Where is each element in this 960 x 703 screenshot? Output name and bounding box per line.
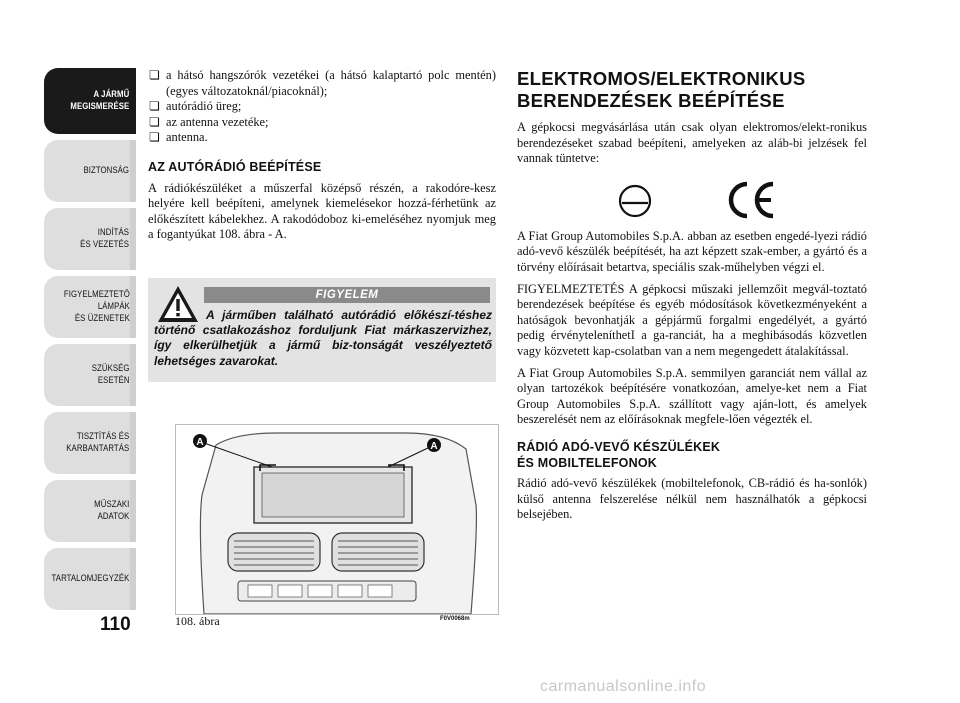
dashboard-button (248, 585, 272, 597)
paragraph: Rádió adó-vevő készülékek (mobiltelefonok, CB-rádió és ha-sonlók) külső antenna felszerelése nélkül nem használhatók a gépkocsi belsejében. (517, 476, 867, 522)
list-item: ❏ antenna. (148, 130, 496, 146)
paragraph: A gépkocsi megvásárlása után csak olyan elektromos/elekt-ronikus berendezéseket szabad beépíteni, amelyeken az aláb-bi jelzések fel vannak tüntetve: (517, 120, 867, 166)
paragraph: A rádiókészüléket a műszerfal középső részén, a rakodóre-kesz helyére kell beépíteni, amelynek kiemelésekor hozzá-férhetünk az előkészített kábelekhez. A rakodódoboz ki-emeléséhez nyomjuk meg a fogantyúkat 108. ábra - A. (148, 180, 496, 242)
figure-caption: 108. ábra (175, 614, 220, 628)
tab-label: FIGYELMEZTETŐ LÁMPÁK ÉS ÜZENETEK (63, 289, 130, 324)
list-item: ❏ a hátsó hangszórók vezetékei (a hátsó kalaptartó polc mentén) (egyes változatoknál/piacoknál); (148, 68, 496, 99)
paragraph: FIGYELMEZTETÉS A gépkocsi műszaki jellemzőit megvál-toztató berendezések beépítése és egyéb módosítások következményeként a hatóságok bevonhatják a gépjármű forgalmi engedélyét, a gyártó pedig érvényteleníthetI a ga-ranciát, ha a meghibásodás közvetlen vagy közvetett kap-csolatban van a nem megengedett átalakítással. (517, 281, 867, 358)
certification-marks (517, 173, 867, 229)
tab-label: A JÁRMŰ MEGISMERÉSE (70, 89, 130, 112)
tab-label: INDÍTÁS ÉS VEZETÉS (80, 227, 130, 250)
air-vent-left (228, 533, 320, 571)
callout-label: A (430, 441, 438, 452)
tab-warning-lights[interactable] (44, 276, 136, 338)
dashboard-illustration (176, 425, 498, 614)
tab-label: TISZTÍTÁS ÉS KARBANTARTÁS (66, 431, 130, 454)
dashboard-button (368, 585, 392, 597)
page-title: ELEKTROMOS/ELEKTRONIKUS BERENDEZÉSEK BEÉPÍTÉSE (517, 68, 806, 111)
list-item: ❏ autórádió üreg; (148, 99, 496, 115)
tab-technical-data[interactable] (44, 480, 136, 542)
list-item: ❏ az antenna vezetéke; (148, 115, 496, 131)
tab-label: BIZTONSÁG (83, 165, 130, 176)
warning-title: FIGYELEM (204, 287, 490, 303)
air-vent-right (332, 533, 424, 571)
dashboard-button (338, 585, 362, 597)
tab-maintenance[interactable] (44, 412, 136, 474)
tab-vehicle-overview[interactable] (44, 68, 136, 134)
paragraph: A Fiat Group Automobiles S.p.A. semmilyen garanciát nem vállal az olyan tartozékok beépítésére vonatkozóan, amelye-ket nem a Fiat Group Automobiles S.p.A. szállított vagy aján-lott, és amelyek beszerelését nem az előírásoknak megfele-lően végezték el. (517, 365, 867, 427)
warning-text: A járműben található autórádió előkészí-téshez történő csatlakozáshoz forduljunk Fiat márkaszervizhez, így elkerülhetjük a jármű biz-tonságát veszélyeztető lehetséges zavarokat. (154, 308, 492, 368)
e-mark-icon (615, 181, 655, 221)
tab-label: SZÜKSÉG ESETÉN (91, 363, 130, 386)
tab-emergency[interactable] (44, 344, 136, 406)
warning-box (148, 278, 496, 382)
figure-code: F0V0068m (440, 616, 470, 622)
dashboard-button (278, 585, 302, 597)
watermark: carmanualsonline.info (540, 678, 707, 695)
tab-index[interactable] (44, 548, 136, 610)
ce-mark-icon (723, 179, 779, 221)
right-column (517, 68, 867, 529)
tab-label: MŰSZAKI ADATOK (94, 499, 130, 522)
paragraph: A Fiat Group Automobiles S.p.A. abban az esetben engedé-lyezi rádió adó-vevő készülék beépítését, ha azt képzett szak-ember, a gyártó és a törvény előírásait betartva, speciális szak-műhelyben végzi el. (517, 228, 867, 274)
bullet-list (148, 68, 496, 146)
tab-starting-driving[interactable] (44, 208, 136, 270)
dashboard-button (308, 585, 332, 597)
callout-label: A (196, 437, 204, 448)
section-heading: AZ AUTÓRÁDIÓ BEÉPÍTÉSE (148, 159, 322, 174)
tab-safety[interactable] (44, 140, 136, 202)
page-number: 110 (100, 614, 131, 635)
tab-label: TARTALOMJEGYZÉK (51, 573, 130, 584)
section-heading: RÁDIÓ ADÓ-VEVŐ KÉSZÜLÉKEK ÉS MOBILTELEFONOK (517, 439, 721, 470)
figure-dashboard-radio-slot (175, 424, 499, 615)
left-column (148, 68, 496, 249)
